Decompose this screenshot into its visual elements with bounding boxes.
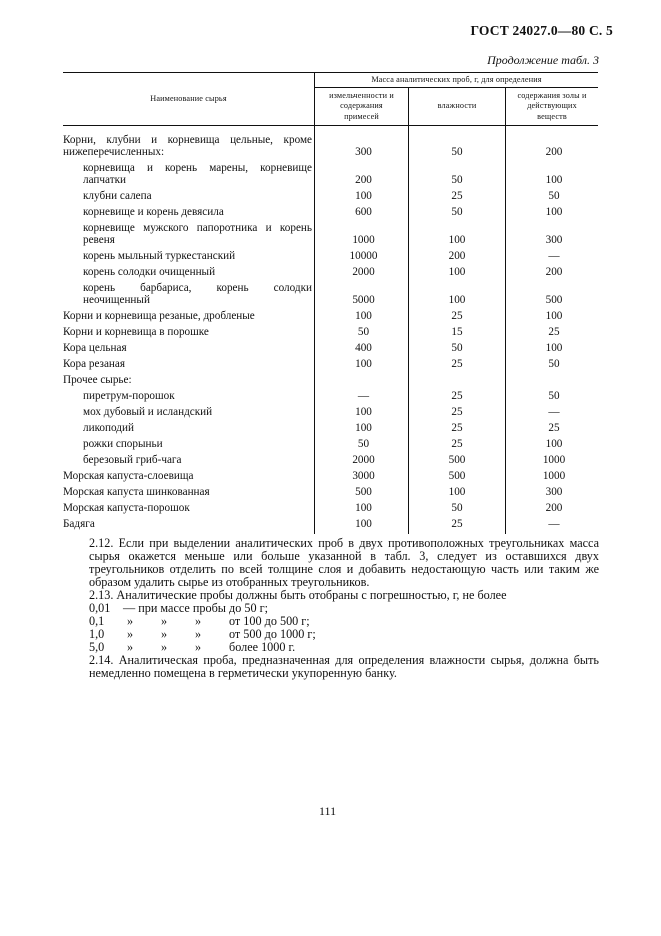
mass-value-v1: —: [315, 386, 409, 402]
mass-value-v2: 15: [409, 322, 506, 338]
raw-material-name: корень солодки очищенный: [63, 262, 315, 278]
table-row: [63, 514, 598, 530]
mass-value-v3: 25: [548, 326, 560, 338]
mass-value-v3: 100: [545, 206, 563, 218]
mass-value-v1: 2000: [315, 262, 409, 278]
mass-value-v3: 50: [548, 190, 560, 202]
table-row: [63, 450, 598, 466]
mass-value-v1: 50: [315, 434, 409, 450]
mass-value-v2: 25: [409, 402, 506, 418]
mass-value-v3: 200: [545, 502, 563, 514]
mass-value-v1: 100: [315, 418, 409, 434]
raw-material-name: корневища и корень марены, корневище лапчатки: [63, 158, 315, 186]
mass-value-v2: 100: [409, 218, 506, 246]
column-header-fineness: измельченности и содержания примесей: [315, 88, 409, 126]
sample-mass-table: [63, 72, 598, 534]
mass-value-v2: 500: [409, 450, 506, 466]
raw-material-name: корень мыльный туркестанский: [63, 246, 315, 262]
mass-value-v2: [409, 370, 506, 386]
raw-material-name: корневище мужского папоротника и корень ревеня: [63, 218, 315, 246]
mass-value-v2: 50: [409, 338, 506, 354]
raw-material-name: ликоподий: [63, 418, 315, 434]
mass-value-v2: 25: [409, 186, 506, 202]
mass-value-v1: 100: [315, 402, 409, 418]
mass-value-v3: —: [548, 406, 560, 418]
mass-value-v2: 25: [409, 434, 506, 450]
paragraph-2-14: 2.14. Аналитическая проба, предназначенная для определения влажности сырья, должна быть немедленно помещена в герметически укупоренную банку.: [89, 653, 599, 680]
mass-value-v3: 1000: [542, 470, 566, 482]
mass-value-v1: 3000: [315, 466, 409, 482]
mass-value-v3: 300: [545, 486, 563, 498]
mass-value-v2: 500: [409, 466, 506, 482]
tolerance-list: [89, 602, 316, 654]
mass-value-v1: 100: [315, 354, 409, 370]
raw-material-name: березовый гриб-чага: [63, 450, 315, 466]
mass-value-v2: 50: [409, 202, 506, 218]
mass-value-v1: 50: [315, 322, 409, 338]
table-row: [63, 202, 598, 218]
table-row: [63, 186, 598, 202]
mass-value-v1: 100: [315, 498, 409, 514]
mass-value-v1: 100: [315, 514, 409, 530]
mass-value-v3: 100: [545, 342, 563, 354]
table-row: [63, 338, 598, 354]
table-row: [63, 218, 598, 246]
table-row: [63, 246, 598, 262]
tolerance-item: 1,0 » » » от 500 до 1000 г;: [89, 627, 316, 641]
table-row: [63, 306, 598, 322]
table-row: [63, 482, 598, 498]
mass-value-v3: [506, 370, 599, 386]
mass-value-v2: 25: [409, 418, 506, 434]
raw-material-name: корень барбариса, корень солодки неочищенный: [63, 278, 315, 306]
mass-value-v2: 200: [409, 246, 506, 262]
mass-value-v1: 300: [315, 130, 409, 158]
paragraph-2-13: 2.13. Аналитические пробы должны быть отобраны с погрешностью, г, не более: [89, 588, 507, 602]
mass-value-v1: 5000: [315, 278, 409, 306]
mass-value-v2: 25: [409, 514, 506, 530]
mass-value-v2: 25: [409, 386, 506, 402]
mass-value-v2: 25: [409, 306, 506, 322]
mass-value-v3: —: [548, 518, 560, 530]
table-body: [63, 126, 598, 535]
raw-material-name: Кора резаная: [63, 354, 315, 370]
mass-value-v3: 500: [545, 294, 563, 306]
tolerance-item: 0,1 » » » от 100 до 500 г;: [89, 614, 310, 628]
mass-value-v2: 100: [409, 482, 506, 498]
mass-value-v1: 10000: [315, 246, 409, 262]
mass-value-v1: [315, 370, 409, 386]
table-row: [63, 278, 598, 306]
mass-value-v3: 25: [548, 422, 560, 434]
raw-material-name: Морская капуста шинкованная: [63, 482, 315, 498]
column-header-moisture: влажности: [409, 88, 506, 126]
table-row: [63, 262, 598, 278]
mass-value-v1: 600: [315, 202, 409, 218]
mass-value-v3: 100: [545, 310, 563, 322]
mass-value-v3: 200: [545, 266, 563, 278]
mass-value-v2: 50: [409, 498, 506, 514]
table-row: [63, 322, 598, 338]
raw-material-name: Корни и корневища в порошке: [63, 322, 315, 338]
table-row: [63, 466, 598, 482]
mass-value-v1: 100: [315, 186, 409, 202]
mass-value-v1: 500: [315, 482, 409, 498]
standard-header: ГОСТ 24027.0—80 С. 5: [470, 23, 613, 38]
page-number: 111: [319, 804, 337, 818]
mass-value-v3: 300: [545, 234, 563, 246]
table-row: [63, 402, 598, 418]
mass-value-v2: 50: [409, 130, 506, 158]
table-row: [63, 498, 598, 514]
mass-value-v3: 50: [548, 358, 560, 370]
raw-material-name: корневище и корень девясила: [63, 202, 315, 218]
mass-value-v3: 1000: [542, 454, 566, 466]
table-row: [63, 130, 598, 158]
mass-value-v2: 100: [409, 278, 506, 306]
raw-material-name: мох дубовый и исландский: [63, 402, 315, 418]
table-row: [63, 386, 598, 402]
raw-material-name: Бадяга: [63, 514, 315, 530]
mass-value-v1: 400: [315, 338, 409, 354]
mass-value-v2: 50: [409, 158, 506, 186]
raw-material-name: Кора цельная: [63, 338, 315, 354]
table-row: [63, 418, 598, 434]
mass-value-v1: 200: [315, 158, 409, 186]
tolerance-item: 0,01 — при массе пробы до 50 г;: [89, 601, 268, 615]
mass-value-v3: 50: [548, 390, 560, 402]
raw-material-name: Морская капуста-слоевища: [63, 466, 315, 482]
column-header-ash: содержания золы и действующих веществ: [506, 88, 599, 126]
mass-value-v1: 1000: [315, 218, 409, 246]
raw-material-name: пиретрум-порошок: [63, 386, 315, 402]
table-continuation-label: Продолжение табл. 3: [487, 53, 599, 67]
column-header-name: Наименование сырья: [63, 73, 315, 126]
mass-value-v3: 100: [545, 438, 563, 450]
raw-material-name: Морская капуста-порошок: [63, 498, 315, 514]
mass-value-v3: —: [548, 250, 560, 262]
mass-value-v1: 100: [315, 306, 409, 322]
mass-value-v3: 100: [545, 174, 563, 186]
column-header-group: Масса аналитических проб, г, для определения: [315, 73, 599, 88]
table-row: [63, 158, 598, 186]
raw-material-name: клубни салепа: [63, 186, 315, 202]
raw-material-name: Корни и корневища резаные, дробленые: [63, 306, 315, 322]
table-row: [63, 434, 598, 450]
tolerance-item: 5,0 » » » более 1000 г.: [89, 640, 296, 654]
table-row: [63, 354, 598, 370]
mass-value-v3: 200: [545, 146, 563, 158]
mass-value-v2: 100: [409, 262, 506, 278]
mass-value-v2: 25: [409, 354, 506, 370]
raw-material-name: рожки спорыньи: [63, 434, 315, 450]
paragraph-2-12: 2.12. Если при выделении аналитических проб в двух противоположных треугольниках масса сырья окажется меньше или больше указанной в табл. 3, следует из оставшихся двух треугольников отделить по всей толщине слоя и добавить недостающую часть или таким же образом удалить сырье из отобранных треугольников.: [89, 536, 599, 589]
mass-value-v1: 2000: [315, 450, 409, 466]
table-row: [63, 370, 598, 386]
raw-material-name: Прочее сырье:: [63, 370, 315, 386]
raw-material-name: Корни, клубни и корневища цельные, кроме нижеперечисленных:: [63, 130, 315, 158]
